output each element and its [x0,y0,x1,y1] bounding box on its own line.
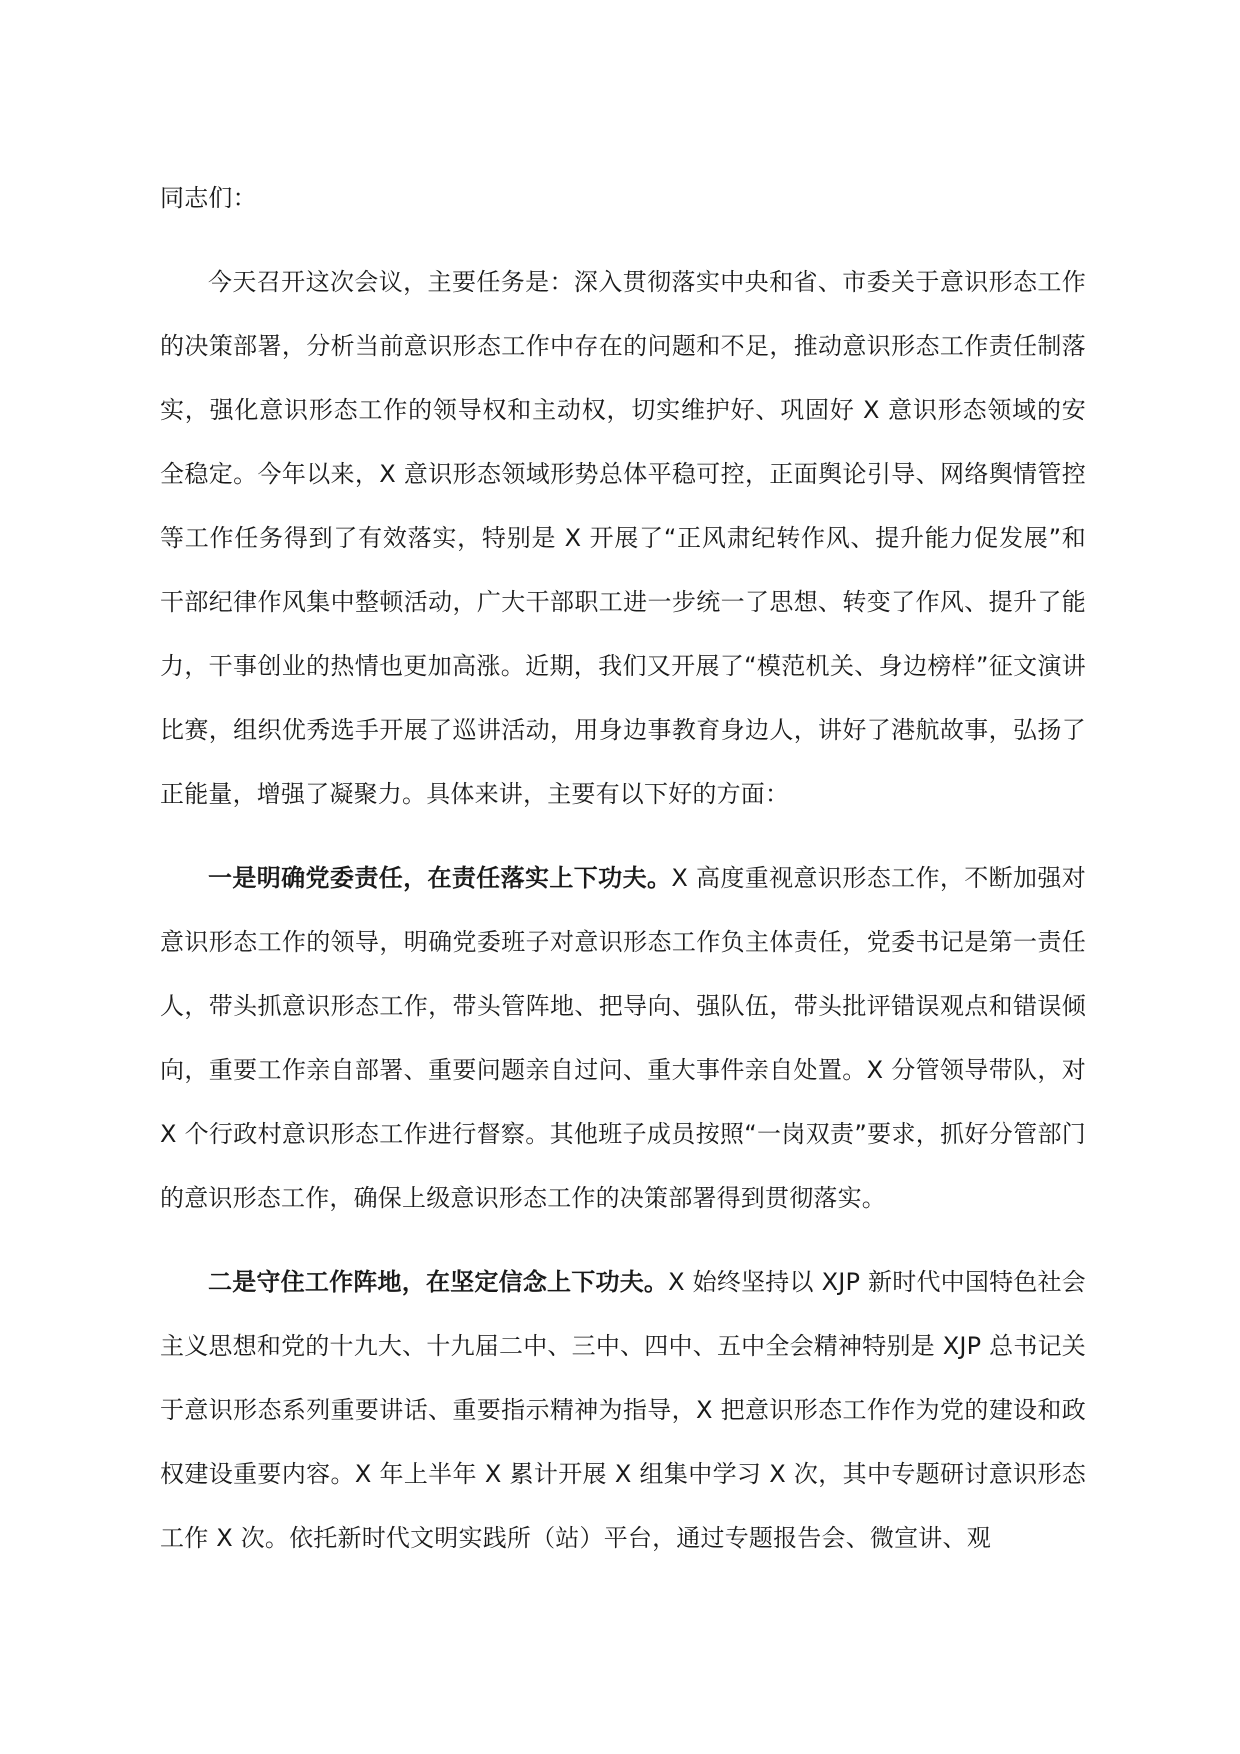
paragraph-text: 今天召开这次会议，主要任务是：深入贯彻落实中央和省、市委关于意识形态工作的决策部署，分析当前意识形态工作中存在的问题和不足，推动意识形态工作责任制落实，强化意识形态工作的领导权和主动权，切实维护好、巩固好 X 意识形态领域的安全稳定。今年以来，X 意识形态领域形势总体平稳可控，正面舆论引导、网络舆情管控等工作任务得到了有效落实，特别是 X 开展了“正风肃纪转作风、提升能力促发展”和干部纪律作风集中整顿活动，广大干部职工进一步统一了思想、转变了作风、提升了能力，干事创业的热情也更加高涨。近期，我们又开展了“模范机关、身边榜样”征文演讲比赛，组织优秀选手开展了巡讲活动，用身边事教育身边人，讲好了港航故事，弘扬了正能量，增强了凝聚力。具体来讲，主要有以下好的方面： [160,268,1086,808]
paragraph-intro [160,250,1086,826]
paragraph-point-two [160,1250,1086,1570]
paragraph-text: X 始终坚持以 XJP 新时代中国特色社会主义思想和党的十九大、十九届二中、三中、四中、五中全会精神特别是 XJP 总书记关于意识形态系列重要讲话、重要指示精神为指导，X 把意识形态工作作为党的建设和政权建设重要内容。X 年上半年 X 累计开展 X 组集中学习 X 次，其中专题研讨意识形态工作 X 次。依托新时代文明实践所（站）平台，通过专题报告会、微宣讲、观 [160,1268,1086,1552]
paragraph-point-one [160,846,1086,1230]
document-body [160,166,1086,1590]
paragraph-lead: 二是守住工作阵地，在坚定信念上下功夫。 [208,1268,669,1296]
paragraph-text: X 高度重视意识形态工作，不断加强对意识形态工作的领导，明确党委班子对意识形态工作负主体责任，党委书记是第一责任人，带头抓意识形态工作，带头管阵地、把导向、强队伍，带头批评错误观点和错误倾向，重要工作亲自部署、重要问题亲自过问、重大事件亲自处置。X 分管领导带队，对 X 个行政村意识形态工作进行督察。其他班子成员按照“一岗双责”要求，抓好分管部门的意识形态工作，确保上级意识形态工作的决策部署得到贯彻落实。 [160,864,1086,1212]
salutation: 同志们： [160,184,257,212]
paragraph-lead: 一是明确党委责任，在责任落实上下功夫。 [208,864,672,892]
